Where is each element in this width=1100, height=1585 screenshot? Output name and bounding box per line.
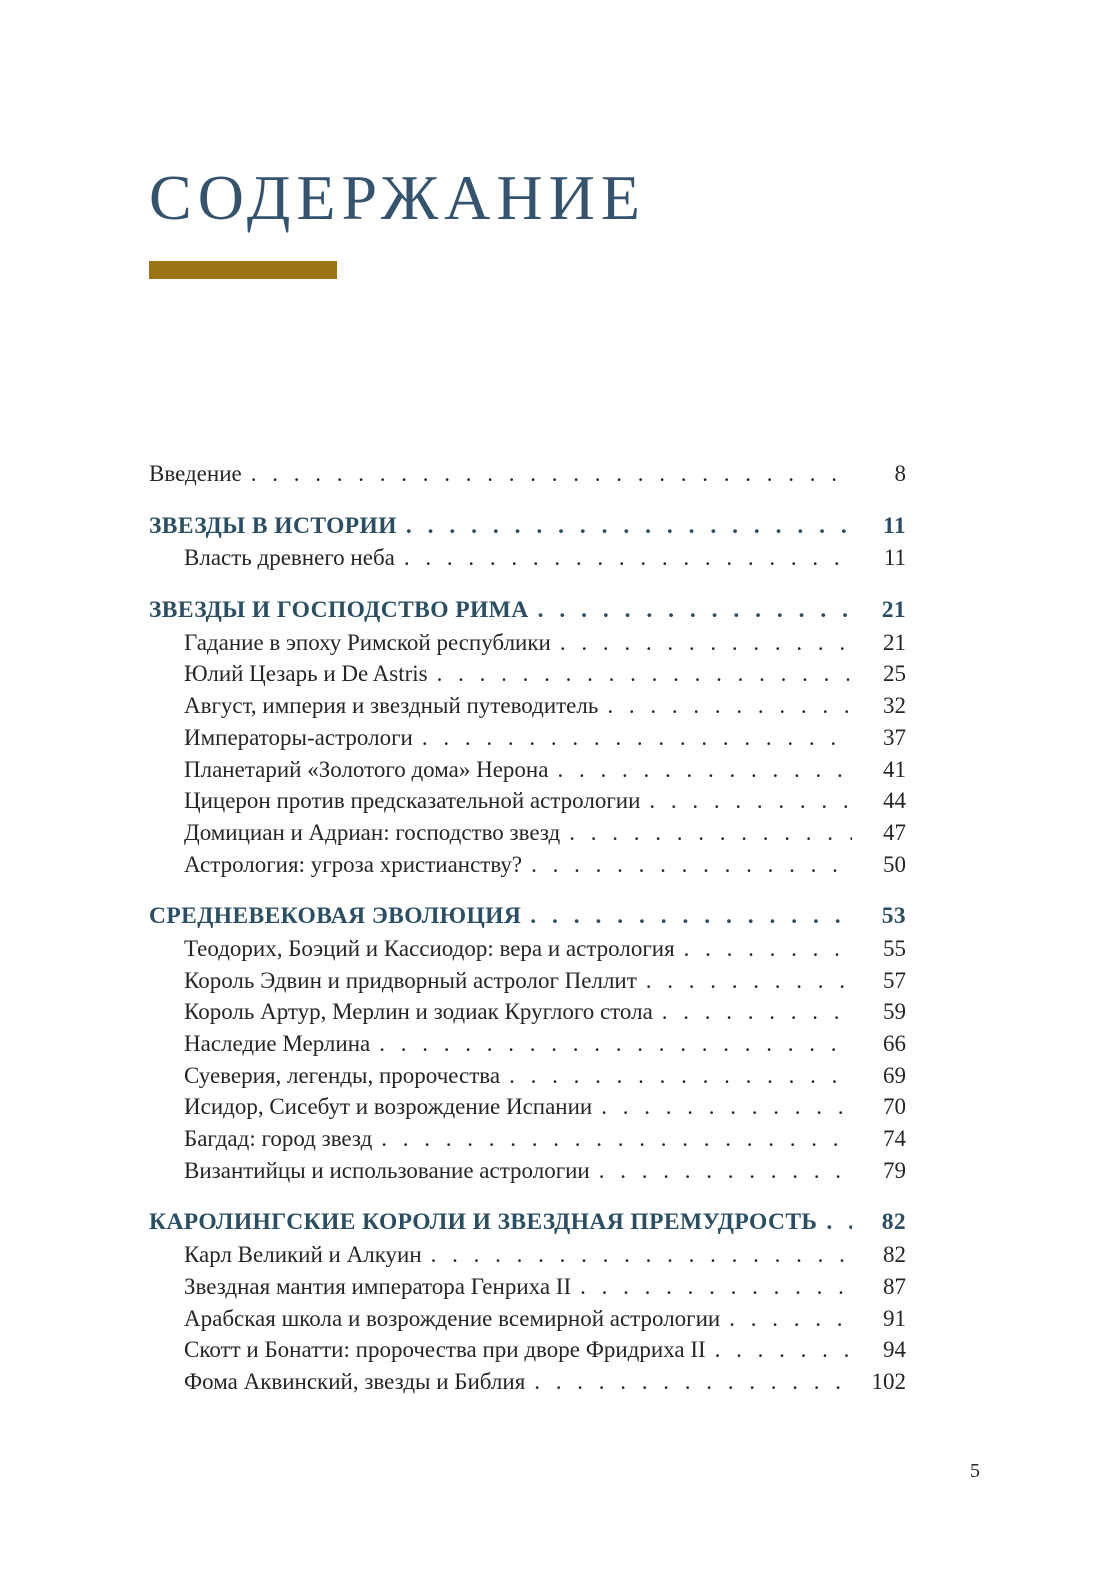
toc-entry-label: СРЕДНЕВЕКОВАЯ ЭВОЛЮЦИЯ: [149, 903, 522, 930]
dot-leader: [379, 1028, 852, 1060]
toc-entry-page-number: 25: [883, 661, 906, 687]
toc-entry-label: ЗВЕЗДЫ И ГОСПОДСТВО РИМА: [149, 597, 529, 624]
toc-entry-label: Скотт и Бонатти: пророчества при дворе Фридриха II: [184, 1337, 706, 1363]
dot-leader: [569, 817, 852, 849]
dot-leader: [646, 965, 852, 997]
toc-entry-label: Наследие Мерлина: [184, 1031, 371, 1056]
toc-row: [149, 658, 906, 690]
dot-leader: [607, 690, 852, 722]
toc-row: [149, 511, 906, 543]
toc-row: [149, 901, 906, 933]
toc-entry-page-number: 37: [883, 724, 906, 750]
dot-leader: [601, 1091, 852, 1123]
toc-entry-label: Планетарий «Золотого дома» Нерона: [184, 756, 549, 782]
dot-leader: [599, 1155, 852, 1187]
toc-entry-page-number: 74: [883, 1126, 906, 1152]
toc-entry-page-number: 66: [883, 1031, 906, 1056]
toc-row: [149, 1028, 906, 1060]
toc-list: [149, 458, 906, 1398]
dot-leader: [404, 542, 852, 574]
dot-leader: [557, 754, 852, 786]
dot-leader: [580, 1271, 852, 1303]
contents-header: [149, 163, 646, 279]
toc-entry-label: Цицерон против предсказательной астрологии: [184, 788, 641, 814]
toc-entry-page-number: 82: [883, 1242, 906, 1268]
toc-row: [149, 1060, 906, 1092]
toc-entry-page-number: 94: [883, 1337, 906, 1363]
dot-leader: [431, 1239, 852, 1271]
toc-row: [149, 933, 906, 965]
toc-entry-page-number: 91: [883, 1305, 906, 1331]
dot-leader: [662, 996, 852, 1028]
toc-entry-page-number: 102: [871, 1368, 906, 1394]
dot-leader: [649, 785, 852, 817]
dot-leader: [509, 1060, 852, 1092]
toc-row: [149, 722, 906, 754]
dot-leader: [826, 1207, 852, 1239]
toc-row: [149, 595, 906, 627]
toc-entry-page-number: 21: [883, 629, 906, 655]
accent-bar: [149, 261, 337, 279]
toc-entry-page-number: 87: [883, 1273, 906, 1299]
toc-entry-label: Теодорих, Боэций и Кассиодор: вера и астрология: [184, 935, 675, 961]
toc-entry-page-number: 70: [883, 1094, 906, 1120]
toc-row: [149, 965, 906, 997]
toc-row: [149, 627, 906, 659]
dot-leader: [560, 627, 852, 659]
toc-entry-page-number: 53: [881, 903, 906, 930]
dot-leader: [422, 722, 852, 754]
toc-entry-label: Багдад: город звезд: [184, 1126, 373, 1152]
toc-entry-page-number: 82: [881, 1209, 906, 1236]
toc-entry-page-number: 41: [883, 756, 906, 782]
dot-leader: [437, 658, 852, 690]
dot-leader: [729, 1303, 852, 1335]
toc-entry-label: Суеверия, легенды, пророчества: [184, 1062, 501, 1088]
dot-leader: [684, 933, 852, 965]
toc-row: [149, 1303, 906, 1335]
toc-row: [149, 754, 906, 786]
toc-row: [149, 542, 906, 574]
toc-entry-label: Византийцы и использование астрологии: [184, 1157, 590, 1183]
toc-row: [149, 817, 906, 849]
toc-entry-page-number: 21: [881, 597, 906, 624]
toc-row: [149, 996, 906, 1028]
toc-entry-label: Астрология: угроза христианству?: [184, 851, 523, 877]
toc-entry-page-number: 44: [883, 788, 906, 814]
toc-entry-label: КАРОЛИНГСКИЕ КОРОЛИ И ЗВЕЗДНАЯ ПРЕМУДРОСТЬ: [149, 1209, 818, 1236]
toc-entry-page-number: 55: [883, 935, 906, 961]
toc-entry-page-number: 47: [883, 819, 906, 845]
dot-leader: [406, 511, 852, 543]
toc-entry-label: Гадание в эпоху Римской республики: [184, 629, 551, 655]
toc-entry-page-number: 50: [883, 851, 906, 877]
toc-entry-page-number: 59: [883, 999, 906, 1025]
toc-entry-page-number: 57: [883, 967, 906, 993]
toc-entry-label: Фома Аквинский, звезды и Библия: [184, 1368, 526, 1394]
toc-entry-label: Карл Великий и Алкуин: [184, 1242, 422, 1268]
folio-page-number: 5: [970, 1460, 980, 1482]
dot-leader: [534, 1366, 852, 1398]
toc-row: [149, 1366, 906, 1398]
toc-row: [149, 1123, 906, 1155]
toc-entry-label: Домициан и Адриан: господство звезд: [184, 819, 561, 845]
toc-entry-label: Звездная мантия императора Генриха II: [184, 1273, 572, 1299]
toc-row: [149, 1334, 906, 1366]
toc-entry-label: Введение: [149, 461, 242, 486]
toc-entry-page-number: 11: [883, 545, 906, 571]
toc-entry-label: Исидор, Сисебут и возрождение Испании: [184, 1094, 593, 1120]
toc-entry-label: Власть древнего неба: [184, 545, 395, 571]
toc-entry-page-number: 8: [894, 461, 906, 486]
dot-leader: [530, 901, 852, 933]
toc-row: [149, 690, 906, 722]
toc-row: [149, 1155, 906, 1187]
toc-entry-label: Король Артур, Мерлин и зодиак Круглого стола: [184, 999, 653, 1025]
dot-leader: [251, 458, 852, 490]
toc-row: [149, 1207, 906, 1239]
toc-entry-page-number: 69: [883, 1062, 906, 1088]
toc-entry-page-number: 32: [883, 693, 906, 719]
toc-entry-label: ЗВЕЗДЫ В ИСТОРИИ: [149, 512, 397, 539]
toc-entry-label: Императоры-астрологи: [184, 724, 413, 750]
toc-row: [149, 1091, 906, 1123]
toc-row: [149, 458, 906, 490]
dot-leader: [538, 595, 852, 627]
page-title: СОДЕРЖАНИЕ: [149, 162, 646, 233]
toc-row: [149, 1271, 906, 1303]
toc-row: [149, 1239, 906, 1271]
dot-leader: [531, 849, 852, 881]
toc-row: [149, 785, 906, 817]
toc-entry-label: Юлий Цезарь и De Astris: [184, 661, 428, 687]
dot-leader: [715, 1334, 852, 1366]
toc-entry-label: Король Эдвин и придворный астролог Пеллит: [184, 967, 637, 993]
toc-entry-page-number: 79: [883, 1157, 906, 1183]
toc-entry-label: Арабская школа и возрождение всемирной астрологии: [184, 1305, 721, 1331]
toc-entry-label: Август, империя и звездный путеводитель: [184, 693, 599, 719]
dot-leader: [381, 1123, 852, 1155]
toc-row: [149, 849, 906, 881]
toc-entry-page-number: 11: [882, 512, 906, 539]
